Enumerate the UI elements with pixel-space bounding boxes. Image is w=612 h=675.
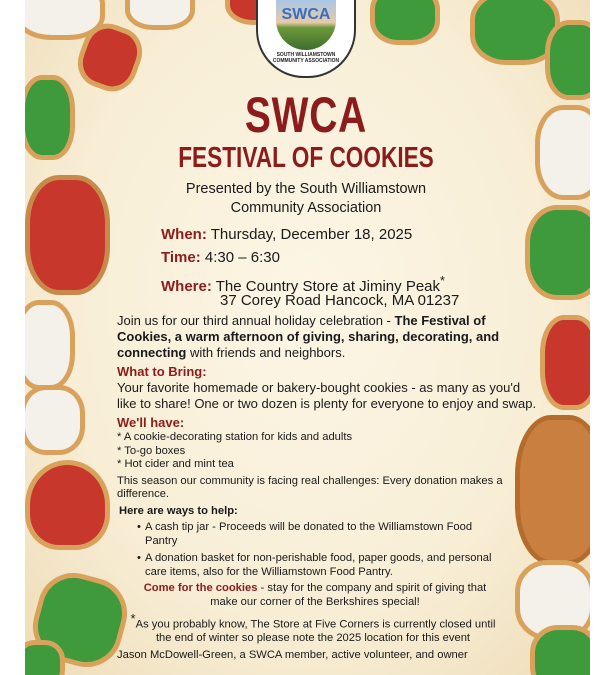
list-item: • A cash tip jar - Proceeds will be donated to the Williamstown Food Pantry (137, 521, 507, 548)
have-heading: We'll have: (117, 415, 185, 430)
when-label: When: (161, 226, 207, 243)
have-list (117, 431, 537, 472)
list-item-text: A donation basket for non-perishable food, paper goods, and personal care items, also for the Williamstown Food Pantry. (145, 552, 492, 578)
asterisk: * (440, 274, 445, 288)
last-line: Jason McDowell-Green, a SWCA member, active volunteer, and owner (117, 648, 468, 661)
where-value: The Country Store at Jiminy Peak (215, 278, 441, 295)
list-item: • A donation basket for non-perishable food, paper goods, and personal care items, also for the Williamstown Food Pantry. (137, 552, 507, 579)
help-heading: Here are ways to help: (119, 504, 238, 517)
tree-cookie-decoration (370, 0, 440, 45)
time-label: Time: (161, 249, 201, 266)
when-row (161, 226, 412, 243)
page-subtitle: FESTIVAL OF COOKIES (178, 142, 434, 174)
time-value: 4:30 – 6:30 (204, 249, 280, 266)
logo-text: SWCA (281, 6, 331, 23)
cookie-decoration (540, 315, 590, 410)
bring-text: Your favorite homemade or bakery-bought cookies - as many as you'd like to share! One or two dozen is plenty for everyone to enjoy and swap. (117, 380, 537, 411)
page-title: SWCA (244, 87, 368, 143)
logo-ring-text: SOUTH WILLIAMSTOWN COMMUNITY ASSOCIATION (272, 52, 340, 64)
list-item: * A cookie-decorating station for kids and adults (117, 431, 353, 443)
heart-cookie-decoration (25, 460, 110, 550)
presented-by (0, 180, 612, 218)
cookie-decoration (25, 385, 85, 455)
list-item: * To-go boxes (117, 444, 186, 457)
cookie-decoration (125, 0, 195, 30)
intro-bold: The Festival of Cookies, a warm afternoon of giving, sharing, decorating, and connecting (117, 313, 500, 360)
intro-paragraph (117, 313, 537, 361)
where-label: Where: (161, 278, 212, 295)
cookie-decoration (25, 640, 65, 675)
come-text (135, 582, 495, 609)
presented-line: Presented by the South Williamstown (185, 181, 427, 197)
bring-heading: What to Bring: (117, 364, 207, 379)
intro-text: Join us for our third annual holiday celebration - (117, 313, 395, 328)
star-cookie-decoration (525, 205, 590, 300)
time-row (161, 249, 280, 266)
footnote-asterisk: * (130, 611, 136, 626)
flyer-body (117, 313, 537, 662)
list-item: * Hot cider and mint tea (117, 458, 234, 470)
intro-text: with friends and neighbors. (186, 345, 346, 360)
footnote (123, 612, 503, 646)
season-text: This season our community is facing real challenges: Every donation makes a difference. (117, 474, 503, 500)
where-address: 37 Corey Road Hancock, MA 01237 (220, 292, 460, 309)
come-body: - stay for the company and spirit of giving that make our corner of the Berkshires special! (210, 582, 487, 608)
tree-cookie-decoration (530, 625, 590, 675)
come-label: Come for the cookies (143, 582, 258, 594)
presented-line: Community Association (230, 200, 382, 216)
help-list (137, 521, 507, 579)
tree-cookie-decoration (545, 20, 590, 100)
list-item-text: A cash tip jar - Proceeds will be donated to the Williamstown Food Pantry (145, 521, 473, 547)
footnote-text: As you probably know, The Store at Five Corners is currently closed until the end of winter so please note the 2025 location for this event (135, 618, 496, 645)
star-cookie-decoration (25, 300, 75, 390)
when-value: Thursday, December 18, 2025 (210, 226, 413, 243)
